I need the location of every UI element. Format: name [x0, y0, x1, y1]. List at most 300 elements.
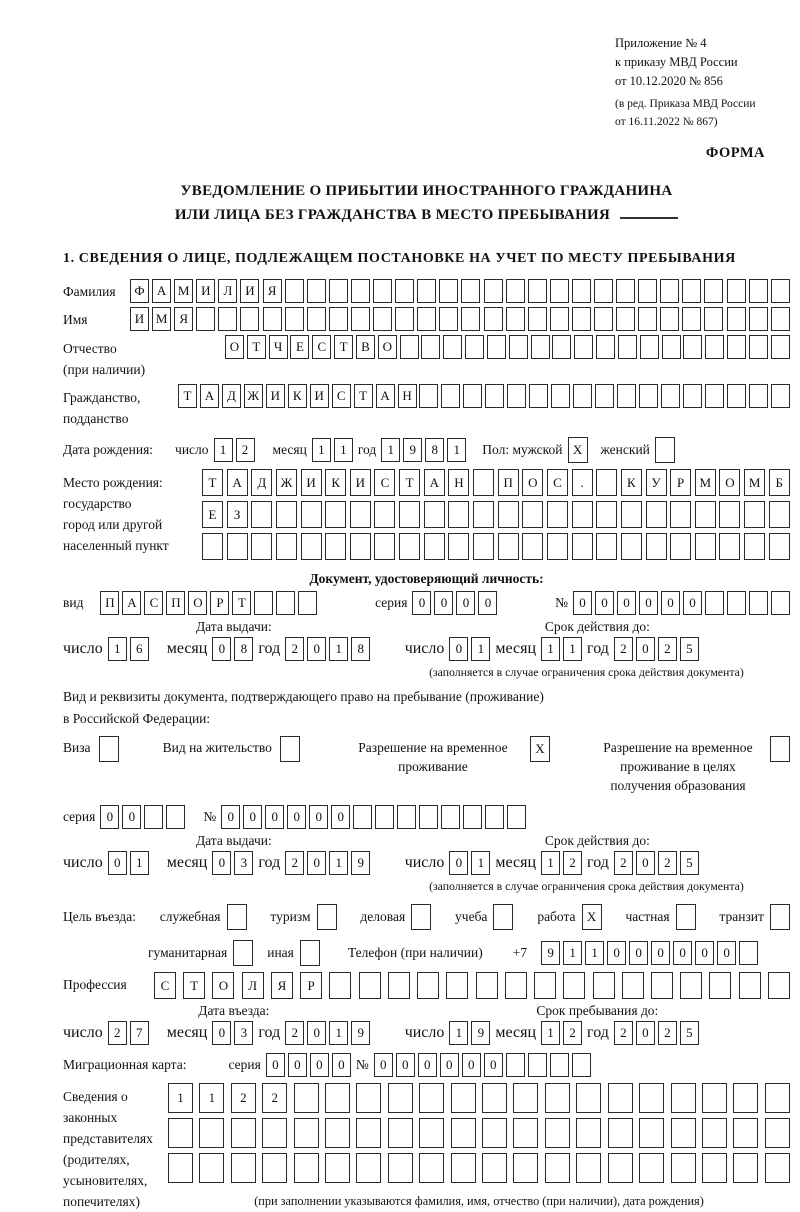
char-cell[interactable]: [768, 972, 790, 999]
char-cell[interactable]: [461, 279, 480, 303]
char-cell[interactable]: [617, 384, 636, 408]
char-cell[interactable]: Я: [271, 972, 293, 999]
char-cell[interactable]: 1: [563, 637, 582, 661]
char-cell[interactable]: 0: [434, 591, 453, 615]
char-cell[interactable]: [640, 335, 659, 359]
char-cell[interactable]: Ч: [269, 335, 288, 359]
char-cell[interactable]: [231, 1153, 256, 1183]
char-cell[interactable]: [639, 1118, 664, 1148]
char-cell[interactable]: 7: [130, 1021, 149, 1045]
char-cell[interactable]: [660, 279, 679, 303]
char-cell[interactable]: [417, 279, 436, 303]
char-cell[interactable]: 1: [334, 438, 353, 462]
sex-female-checkbox[interactable]: [655, 437, 675, 463]
char-cell[interactable]: [439, 279, 458, 303]
char-cell[interactable]: [451, 1153, 476, 1183]
char-cell[interactable]: Т: [183, 972, 205, 999]
char-cell[interactable]: [451, 1118, 476, 1148]
char-cell[interactable]: Б: [769, 469, 790, 496]
char-cell[interactable]: [513, 1083, 538, 1113]
char-cell[interactable]: [485, 805, 504, 829]
char-cell[interactable]: [202, 533, 223, 560]
char-cell[interactable]: [353, 805, 372, 829]
option-checkbox[interactable]: [233, 940, 253, 966]
char-cell[interactable]: [596, 533, 617, 560]
char-cell[interactable]: [388, 972, 410, 999]
char-cell[interactable]: [671, 1118, 696, 1148]
char-cell[interactable]: 1: [471, 637, 490, 661]
char-cell[interactable]: [498, 501, 519, 528]
char-cell[interactable]: 0: [266, 1053, 285, 1077]
char-cell[interactable]: [443, 335, 462, 359]
char-cell[interactable]: [739, 941, 758, 965]
char-cell[interactable]: [671, 1153, 696, 1183]
char-cell[interactable]: [388, 1153, 413, 1183]
char-cell[interactable]: Н: [398, 384, 417, 408]
char-cell[interactable]: [727, 591, 746, 615]
char-cell[interactable]: [513, 1153, 538, 1183]
char-cell[interactable]: 6: [130, 637, 149, 661]
char-cell[interactable]: 0: [307, 637, 326, 661]
char-cell[interactable]: [719, 533, 740, 560]
char-cell[interactable]: [487, 335, 506, 359]
char-cell[interactable]: [531, 335, 550, 359]
char-cell[interactable]: [461, 307, 480, 331]
char-cell[interactable]: 1: [541, 1021, 560, 1045]
char-cell[interactable]: С: [332, 384, 351, 408]
char-cell[interactable]: [576, 1153, 601, 1183]
char-cell[interactable]: 1: [108, 637, 127, 661]
char-cell[interactable]: [705, 335, 724, 359]
char-cell[interactable]: И: [266, 384, 285, 408]
char-cell[interactable]: 0: [288, 1053, 307, 1077]
char-cell[interactable]: [572, 501, 593, 528]
char-cell[interactable]: 0: [374, 1053, 393, 1077]
char-cell[interactable]: [704, 307, 723, 331]
residence-permit-checkbox[interactable]: [280, 736, 300, 762]
char-cell[interactable]: 1: [471, 851, 490, 875]
char-cell[interactable]: [263, 307, 282, 331]
char-cell[interactable]: [670, 533, 691, 560]
char-cell[interactable]: [417, 307, 436, 331]
char-cell[interactable]: 0: [332, 1053, 351, 1077]
char-cell[interactable]: [374, 501, 395, 528]
char-cell[interactable]: Ф: [130, 279, 149, 303]
char-cell[interactable]: [683, 335, 702, 359]
char-cell[interactable]: [505, 972, 527, 999]
char-cell[interactable]: 1: [130, 851, 149, 875]
char-cell[interactable]: [298, 591, 317, 615]
char-cell[interactable]: [417, 972, 439, 999]
char-cell[interactable]: 0: [478, 591, 497, 615]
char-cell[interactable]: [594, 279, 613, 303]
char-cell[interactable]: С: [374, 469, 395, 496]
char-cell[interactable]: [547, 501, 568, 528]
char-cell[interactable]: [744, 501, 765, 528]
char-cell[interactable]: 2: [262, 1083, 287, 1113]
char-cell[interactable]: 2: [563, 1021, 582, 1045]
char-cell[interactable]: [618, 335, 637, 359]
char-cell[interactable]: 2: [658, 637, 677, 661]
char-cell[interactable]: [507, 384, 526, 408]
char-cell[interactable]: [301, 501, 322, 528]
char-cell[interactable]: [528, 1053, 547, 1077]
option-checkbox[interactable]: [300, 940, 320, 966]
char-cell[interactable]: [350, 501, 371, 528]
char-cell[interactable]: О: [522, 469, 543, 496]
char-cell[interactable]: [419, 1153, 444, 1183]
char-cell[interactable]: [144, 805, 163, 829]
char-cell[interactable]: В: [356, 335, 375, 359]
char-cell[interactable]: С: [312, 335, 331, 359]
char-cell[interactable]: А: [152, 279, 171, 303]
char-cell[interactable]: О: [188, 591, 207, 615]
char-cell[interactable]: [646, 501, 667, 528]
char-cell[interactable]: [465, 335, 484, 359]
char-cell[interactable]: И: [240, 279, 259, 303]
char-cell[interactable]: [441, 384, 460, 408]
char-cell[interactable]: И: [301, 469, 322, 496]
char-cell[interactable]: 8: [425, 438, 444, 462]
char-cell[interactable]: [485, 384, 504, 408]
char-cell[interactable]: [441, 805, 460, 829]
char-cell[interactable]: [573, 384, 592, 408]
char-cell[interactable]: [749, 335, 768, 359]
char-cell[interactable]: [276, 591, 295, 615]
char-cell[interactable]: [670, 501, 691, 528]
char-cell[interactable]: [550, 307, 569, 331]
char-cell[interactable]: А: [200, 384, 219, 408]
char-cell[interactable]: [231, 1118, 256, 1148]
char-cell[interactable]: О: [719, 469, 740, 496]
char-cell[interactable]: [388, 1083, 413, 1113]
char-cell[interactable]: [374, 533, 395, 560]
char-cell[interactable]: Я: [174, 307, 193, 331]
char-cell[interactable]: [771, 279, 790, 303]
char-cell[interactable]: 2: [108, 1021, 127, 1045]
char-cell[interactable]: У: [646, 469, 667, 496]
char-cell[interactable]: [285, 279, 304, 303]
char-cell[interactable]: 0: [108, 851, 127, 875]
char-cell[interactable]: Р: [300, 972, 322, 999]
char-cell[interactable]: 2: [614, 1021, 633, 1045]
char-cell[interactable]: [639, 1083, 664, 1113]
char-cell[interactable]: 0: [636, 851, 655, 875]
char-cell[interactable]: [682, 279, 701, 303]
char-cell[interactable]: К: [621, 469, 642, 496]
char-cell[interactable]: 5: [680, 1021, 699, 1045]
char-cell[interactable]: 0: [212, 851, 231, 875]
char-cell[interactable]: Т: [178, 384, 197, 408]
char-cell[interactable]: [294, 1153, 319, 1183]
char-cell[interactable]: А: [122, 591, 141, 615]
char-cell[interactable]: П: [498, 469, 519, 496]
char-cell[interactable]: [765, 1118, 790, 1148]
char-cell[interactable]: Ж: [276, 469, 297, 496]
char-cell[interactable]: 0: [636, 637, 655, 661]
char-cell[interactable]: [552, 335, 571, 359]
char-cell[interactable]: [733, 1083, 758, 1113]
char-cell[interactable]: 1: [329, 1021, 348, 1045]
char-cell[interactable]: [727, 279, 746, 303]
char-cell[interactable]: [484, 279, 503, 303]
char-cell[interactable]: 0: [639, 591, 658, 615]
char-cell[interactable]: И: [196, 279, 215, 303]
char-cell[interactable]: 8: [234, 637, 253, 661]
char-cell[interactable]: [638, 307, 657, 331]
char-cell[interactable]: [240, 307, 259, 331]
char-cell[interactable]: [616, 279, 635, 303]
char-cell[interactable]: [771, 307, 790, 331]
char-cell[interactable]: [660, 307, 679, 331]
char-cell[interactable]: [419, 384, 438, 408]
char-cell[interactable]: [419, 1083, 444, 1113]
char-cell[interactable]: [576, 1083, 601, 1113]
char-cell[interactable]: 1: [329, 851, 348, 875]
char-cell[interactable]: [596, 501, 617, 528]
char-cell[interactable]: П: [100, 591, 119, 615]
char-cell[interactable]: [373, 279, 392, 303]
char-cell[interactable]: [639, 384, 658, 408]
char-cell[interactable]: [733, 1153, 758, 1183]
option-checkbox[interactable]: [676, 904, 696, 930]
char-cell[interactable]: 2: [563, 851, 582, 875]
char-cell[interactable]: [359, 972, 381, 999]
char-cell[interactable]: К: [325, 469, 346, 496]
char-cell[interactable]: 0: [651, 941, 670, 965]
char-cell[interactable]: 0: [636, 1021, 655, 1045]
char-cell[interactable]: 1: [447, 438, 466, 462]
char-cell[interactable]: 2: [285, 637, 304, 661]
char-cell[interactable]: 0: [673, 941, 692, 965]
char-cell[interactable]: 0: [661, 591, 680, 615]
char-cell[interactable]: [196, 307, 215, 331]
char-cell[interactable]: [695, 533, 716, 560]
char-cell[interactable]: [400, 335, 419, 359]
char-cell[interactable]: [482, 1083, 507, 1113]
char-cell[interactable]: С: [144, 591, 163, 615]
char-cell[interactable]: [439, 307, 458, 331]
char-cell[interactable]: 0: [695, 941, 714, 965]
char-cell[interactable]: [769, 501, 790, 528]
char-cell[interactable]: 0: [307, 1021, 326, 1045]
char-cell[interactable]: [166, 805, 185, 829]
char-cell[interactable]: [294, 1083, 319, 1113]
char-cell[interactable]: [771, 335, 790, 359]
char-cell[interactable]: [262, 1118, 287, 1148]
char-cell[interactable]: [356, 1118, 381, 1148]
char-cell[interactable]: 0: [412, 591, 431, 615]
char-cell[interactable]: [646, 533, 667, 560]
char-cell[interactable]: 0: [607, 941, 626, 965]
char-cell[interactable]: [356, 1153, 381, 1183]
char-cell[interactable]: А: [227, 469, 248, 496]
char-cell[interactable]: 1: [541, 637, 560, 661]
char-cell[interactable]: 0: [484, 1053, 503, 1077]
char-cell[interactable]: 5: [680, 851, 699, 875]
char-cell[interactable]: [507, 805, 526, 829]
char-cell[interactable]: [705, 591, 724, 615]
char-cell[interactable]: [388, 1118, 413, 1148]
char-cell[interactable]: 1: [168, 1083, 193, 1113]
char-cell[interactable]: [733, 1118, 758, 1148]
char-cell[interactable]: [325, 1118, 350, 1148]
char-cell[interactable]: Т: [247, 335, 266, 359]
char-cell[interactable]: Е: [202, 501, 223, 528]
char-cell[interactable]: [395, 307, 414, 331]
char-cell[interactable]: 0: [100, 805, 119, 829]
char-cell[interactable]: [595, 384, 614, 408]
char-cell[interactable]: Л: [218, 279, 237, 303]
char-cell[interactable]: [771, 384, 790, 408]
char-cell[interactable]: О: [378, 335, 397, 359]
char-cell[interactable]: [498, 533, 519, 560]
char-cell[interactable]: [448, 533, 469, 560]
char-cell[interactable]: [749, 307, 768, 331]
char-cell[interactable]: [639, 1153, 664, 1183]
char-cell[interactable]: [522, 501, 543, 528]
char-cell[interactable]: Т: [232, 591, 251, 615]
char-cell[interactable]: Ж: [244, 384, 263, 408]
char-cell[interactable]: [765, 1153, 790, 1183]
char-cell[interactable]: [550, 1053, 569, 1077]
char-cell[interactable]: [325, 1083, 350, 1113]
sex-male-checkbox[interactable]: X: [568, 437, 588, 463]
char-cell[interactable]: 9: [351, 851, 370, 875]
char-cell[interactable]: 3: [234, 851, 253, 875]
char-cell[interactable]: [596, 335, 615, 359]
char-cell[interactable]: 3: [234, 1021, 253, 1045]
char-cell[interactable]: 0: [717, 941, 736, 965]
option-checkbox[interactable]: [227, 904, 247, 930]
option-checkbox[interactable]: X: [582, 904, 602, 930]
char-cell[interactable]: 0: [396, 1053, 415, 1077]
char-cell[interactable]: [506, 1053, 525, 1077]
char-cell[interactable]: 0: [331, 805, 350, 829]
char-cell[interactable]: [451, 1083, 476, 1113]
char-cell[interactable]: 1: [541, 851, 560, 875]
char-cell[interactable]: [329, 279, 348, 303]
char-cell[interactable]: 9: [403, 438, 422, 462]
char-cell[interactable]: Л: [242, 972, 264, 999]
char-cell[interactable]: [771, 591, 790, 615]
char-cell[interactable]: 5: [680, 637, 699, 661]
char-cell[interactable]: [744, 533, 765, 560]
char-cell[interactable]: [621, 533, 642, 560]
char-cell[interactable]: [702, 1083, 727, 1113]
char-cell[interactable]: [662, 335, 681, 359]
char-cell[interactable]: [572, 533, 593, 560]
char-cell[interactable]: С: [547, 469, 568, 496]
char-cell[interactable]: [285, 307, 304, 331]
char-cell[interactable]: З: [227, 501, 248, 528]
char-cell[interactable]: [661, 384, 680, 408]
char-cell[interactable]: [594, 307, 613, 331]
char-cell[interactable]: [294, 1118, 319, 1148]
char-cell[interactable]: Т: [399, 469, 420, 496]
visa-checkbox[interactable]: [99, 736, 119, 762]
char-cell[interactable]: [227, 533, 248, 560]
char-cell[interactable]: 8: [351, 637, 370, 661]
char-cell[interactable]: [522, 533, 543, 560]
char-cell[interactable]: М: [174, 279, 193, 303]
char-cell[interactable]: [704, 279, 723, 303]
char-cell[interactable]: [545, 1083, 570, 1113]
char-cell[interactable]: [351, 279, 370, 303]
char-cell[interactable]: 9: [351, 1021, 370, 1045]
char-cell[interactable]: 0: [617, 591, 636, 615]
char-cell[interactable]: [218, 307, 237, 331]
char-cell[interactable]: [547, 533, 568, 560]
char-cell[interactable]: [574, 335, 593, 359]
char-cell[interactable]: М: [152, 307, 171, 331]
option-checkbox[interactable]: [770, 904, 790, 930]
char-cell[interactable]: [251, 533, 272, 560]
char-cell[interactable]: [727, 384, 746, 408]
char-cell[interactable]: [534, 972, 556, 999]
char-cell[interactable]: 1: [329, 637, 348, 661]
char-cell[interactable]: [739, 972, 761, 999]
char-cell[interactable]: [329, 307, 348, 331]
char-cell[interactable]: 2: [236, 438, 255, 462]
char-cell[interactable]: [397, 805, 416, 829]
char-cell[interactable]: [705, 384, 724, 408]
char-cell[interactable]: [545, 1118, 570, 1148]
char-cell[interactable]: П: [166, 591, 185, 615]
char-cell[interactable]: 0: [265, 805, 284, 829]
char-cell[interactable]: [506, 307, 525, 331]
char-cell[interactable]: 2: [658, 1021, 677, 1045]
char-cell[interactable]: [702, 1153, 727, 1183]
char-cell[interactable]: [473, 533, 494, 560]
temp-residence-education-checkbox[interactable]: [770, 736, 790, 762]
char-cell[interactable]: [683, 384, 702, 408]
char-cell[interactable]: 0: [212, 637, 231, 661]
char-cell[interactable]: 2: [658, 851, 677, 875]
char-cell[interactable]: [682, 307, 701, 331]
char-cell[interactable]: [702, 1118, 727, 1148]
char-cell[interactable]: Т: [202, 469, 223, 496]
char-cell[interactable]: [419, 1118, 444, 1148]
char-cell[interactable]: [651, 972, 673, 999]
char-cell[interactable]: 1: [199, 1083, 224, 1113]
char-cell[interactable]: 9: [471, 1021, 490, 1045]
char-cell[interactable]: А: [424, 469, 445, 496]
char-cell[interactable]: [399, 533, 420, 560]
char-cell[interactable]: [695, 501, 716, 528]
char-cell[interactable]: И: [350, 469, 371, 496]
char-cell[interactable]: 0: [683, 591, 702, 615]
char-cell[interactable]: [765, 1083, 790, 1113]
char-cell[interactable]: 0: [462, 1053, 481, 1077]
char-cell[interactable]: [572, 279, 591, 303]
char-cell[interactable]: [593, 972, 615, 999]
char-cell[interactable]: 1: [214, 438, 233, 462]
char-cell[interactable]: [528, 307, 547, 331]
char-cell[interactable]: [572, 1053, 591, 1077]
char-cell[interactable]: 0: [440, 1053, 459, 1077]
char-cell[interactable]: [307, 307, 326, 331]
char-cell[interactable]: Р: [210, 591, 229, 615]
char-cell[interactable]: [608, 1083, 633, 1113]
char-cell[interactable]: [482, 1118, 507, 1148]
char-cell[interactable]: 2: [285, 851, 304, 875]
char-cell[interactable]: 1: [381, 438, 400, 462]
char-cell[interactable]: [254, 591, 273, 615]
char-cell[interactable]: Е: [290, 335, 309, 359]
char-cell[interactable]: Т: [354, 384, 373, 408]
char-cell[interactable]: Р: [670, 469, 691, 496]
